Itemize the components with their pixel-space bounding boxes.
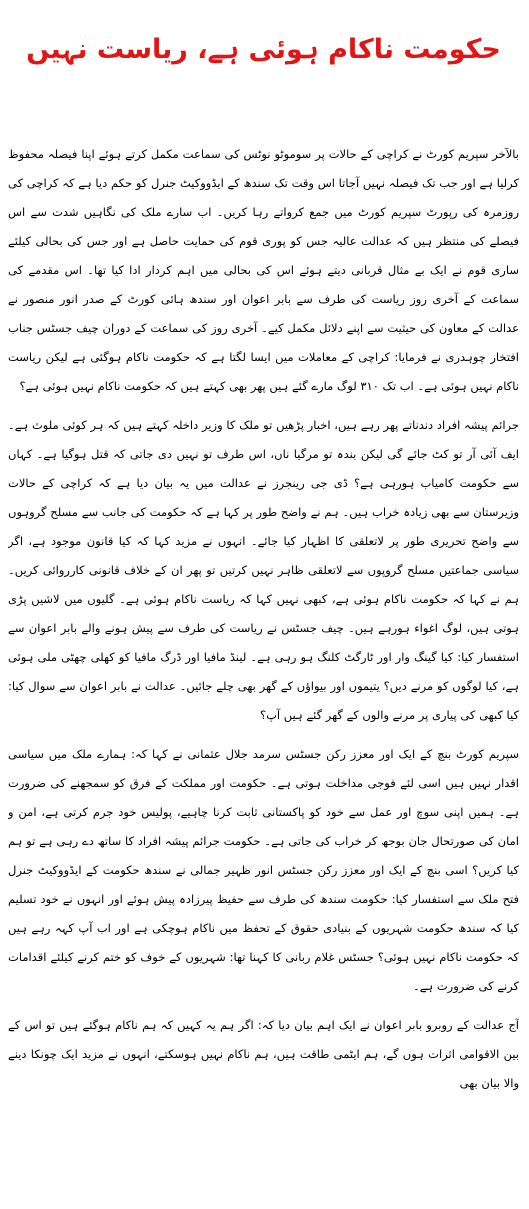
article-body xyxy=(8,140,519,1203)
article-paragraph-3: سپریم کورٹ بنچ کے ایک اور معزز رکن جسٹس سرمد جلال عثمانی نے کہا کہ: ہمارے ملک میں سیاسی اقدار نہیں ہیں اسی لئے فوجی مداخلت ہوتی ہے۔ حکومت اور مملکت کے فرق کو سمجھنے کی ضرورت ہے۔ ہمیں اپنی سوچ اور عمل سے خود کو پاکستانی ثابت کرنا چاہیے، پولیس خود جرم کرتی ہے، امن و امان کی صورتحال جان بوجھ کر خراب کی جاتی ہے۔ حکومت جرائم پیشہ افراد کا ساتھ دے رہی ہے تو ہم کیا کریں؟ اسی بنچ کے ایک اور معزز رکن جسٹس انور ظہیر جمالی نے سندھ حکومت کے ایڈووکیٹ جنرل فتح ملک سے استفسار کیا: حکومت سندھ کی طرف سے حفیظ پیرزادہ پیش ہوئے اور انہوں نے خود تسلیم کیا کہ سندھ حکومت شہریوں کے بنیادی حقوق کے تحفظ میں ناکام ہوچکی ہے اور اب آپ کہہ رہے ہیں کہ حکومت ناکام نہیں ہوئی؟ جسٹس غلام ربانی کا کہنا تھا: شہریوں کے خوف کو ختم کرنے کیلئے اقدامات کرنے کی ضرورت ہے۔ xyxy=(8,747,519,993)
article-paragraph-1: بالآخر سپریم کورٹ نے کراچی کے حالات پر سوموٹو نوٹس کی سماعت مکمل کرتے ہوئے اپنا فیصلہ محفوظ کرلیا ہے اور جب تک فیصلہ نہیں آجاتا اس وقت تک سندھ کے ایڈووکیٹ جنرل کو حکم دیا ہے کہ کراچی کی روزمرہ کی رپورٹ سپریم کورٹ میں جمع کرواتے رہا کریں۔ اب سارے ملک کی نگاہیں شدت سے اس فیصلے کی منتظر ہیں کہ عدالت عالیہ جس کو پوری قوم کی حمایت حاصل ہے اور جس کی بحالی کیلئے ساری قوم نے ایک بے مثال قربانی دیتے ہوئے اس کی بحالی میں اہم کردار ادا کیا تھا۔ اس مقدمے کی سماعت کے آخری روز ریاست کی طرف سے بابر اعوان اور سندھ ہائی کورٹ کے صدر انور منصور نے عدالت کے معاون کی حیثیت سے اپنے دلائل مکمل کیے۔ آخری روز کی سماعت کے دوران چیف جسٹس جناب افتخار چوہدری نے فرمایا: کراچی کے معاملات میں ایسا لگتا ہے کہ حکومت ناکام ہوگئی ہے لیکن ریاست ناکام نہیں ہوئی ہے۔ اب تک ۳۱۰ لوگ مارے گئے ہیں پھر بھی کہتے ہیں کہ حکومت ناکام نہیں ہوئی ہے؟ xyxy=(8,147,519,393)
article-headline: حکومت ناکام ہوئی ہے، ریاست نہیں xyxy=(26,34,501,65)
article-paragraph-4: آج عدالت کے روبرو بابر اعوان نے ایک اہم بیان دیا کہ: اگر ہم یہ کہیں کہ ہم ناکام ہوگئے ہیں تو اس کے بین الاقوامی اثرات ہوں گے، ہم ایٹمی طاقت ہیں، ہم ناکام نہیں ہوسکتے، انہوں نے مزید ایک چونکا دینے والا بیان بھی xyxy=(8,1018,519,1090)
article-paragraph-2: جرائم پیشہ افراد دندناتے پھر رہے ہیں، اخبار پڑھیں تو ملک کا وزیر داخلہ کہتے ہیں کہ ہر کوئی ملوث ہے۔ ایف آئی آر تو کٹ جائے گی لیکن بندہ تو مرگیا ناں، اس طرف تو نہیں دی جاتی کہ قتل ہوگیا ہے۔ کہاں سے حکومت کامیاب ہورہی ہے؟ ڈی جی رینجرز نے عدالت میں یہ بیان دیا ہے کہ کراچی کے حالات وزیرستان سے بھی زیادہ خراب ہیں۔ ہم نے واضح طور پر کہا ہے کہ حکومت کی جانب سے مسلح گروہوں سے واضح تحریری طور پر لاتعلقی کا اظہار کیا جائے۔ انہوں نے مزید کہا کہ کیا قانون موجود ہے، اگر سیاسی جماعتیں مسلح گروپوں سے لاتعلقی ظاہر نہیں کرتیں تو پھر ان کے خلاف قانونی کارروائی کریں۔ ہم نے کہا کہ حکومت ناکام ہوئی ہے، کبھی نہیں کہا کہ ریاست ناکام ہوئی ہے۔ گلیوں میں لاشیں پڑی ہوتی ہیں، لوگ اغواء ہورہے ہیں۔ چیف جسٹس نے ریاست کی طرف سے پیش ہونے والے بابر اعوان سے استفسار کیا: کیا گینگ وار اور ٹارگٹ کلنگ ہو رہی ہے۔ لینڈ مافیا اور ڈرگ مافیا کو کھلی چھٹی ملی ہوئی ہے، کیا لوگوں کو مرنے دیں؟ یتیموں اور بیواؤں کے گھر بھی چلے جائیں۔ عدالت نے بابر اعوان سے سوال کیا: کیا کبھی کی پیاری پر مرنے والوں کے گھر گئے ہیں آپ؟ xyxy=(8,418,519,722)
